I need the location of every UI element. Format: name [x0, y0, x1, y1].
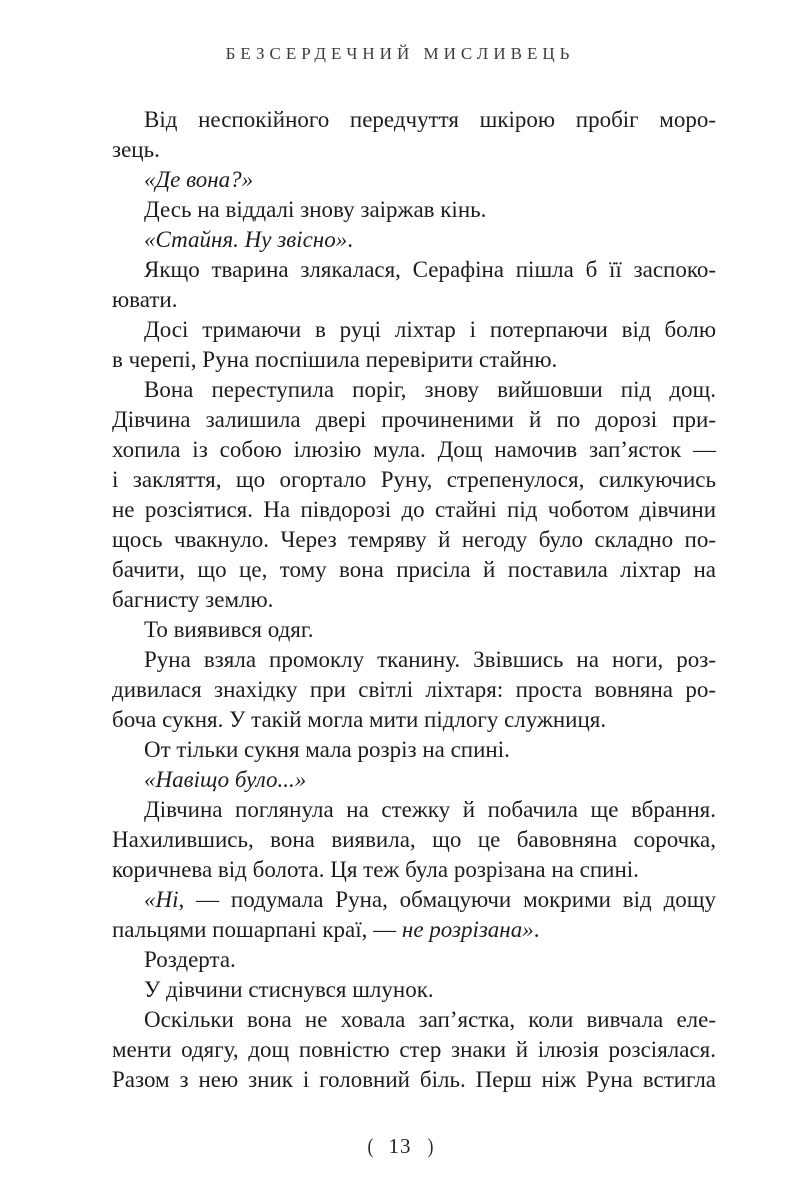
text-segment: багнисту землю. — [112, 587, 274, 612]
text-segment: Нахилившись, вона виявила, що це бавовняна сорочка, — [112, 827, 716, 852]
italic-text-segment: не розрізана» — [401, 917, 534, 942]
text-line — [112, 855, 716, 885]
text-segment: не розсіятися. На півдорозі до стайні під чоботом дівчини — [112, 497, 716, 522]
text-line — [112, 705, 716, 735]
text-segment: . — [347, 227, 353, 252]
text-segment: Десь на віддалі знову заіржав кінь. — [144, 197, 487, 222]
footer-left-paren: ( — [367, 1134, 373, 1158]
text-line — [112, 345, 716, 375]
text-segment: хопила із собою ілюзію мула. Дощ намочив зап’ясток — — [112, 437, 716, 462]
text-segment: Разом з нею зник і головний біль. Перш ніж Руна встигла — [112, 1067, 716, 1092]
text-line — [112, 105, 716, 135]
text-segment: , — подумала Руна, обмацуючи мокрими від дощу — [178, 887, 716, 912]
text-line — [112, 885, 716, 915]
text-line — [112, 195, 716, 225]
text-line — [112, 165, 716, 195]
text-line — [112, 945, 716, 975]
italic-text-segment: «Навіщо було...» — [144, 767, 307, 792]
text-line — [112, 1035, 716, 1065]
text-line — [112, 495, 716, 525]
italic-text-segment: «Стайня. Ну звісно» — [144, 227, 348, 252]
text-segment: зець. — [112, 137, 160, 162]
text-segment: в черепі, Руна поспішила перевірити стайню. — [112, 347, 558, 372]
text-line — [112, 975, 716, 1005]
text-segment: боча сукня. У такій могла мити підлогу служниця. — [112, 707, 607, 732]
text-line — [112, 435, 716, 465]
text-line — [112, 1005, 716, 1035]
text-segment: Від неспокійного передчуття шкірою пробіг моро- — [144, 107, 716, 132]
text-segment: То виявився одяг. — [144, 617, 314, 642]
text-line — [112, 615, 716, 645]
text-line — [112, 315, 716, 345]
running-head-title: БЕЗСЕРДЕЧНИЙ МИСЛИВЕЦЬ — [225, 44, 575, 63]
italic-text-segment: «Ні — [144, 887, 179, 912]
footer-right-paren: ) — [427, 1134, 433, 1158]
text-line — [112, 555, 716, 585]
text-line — [112, 765, 716, 795]
italic-text-segment: «Де вона?» — [144, 167, 254, 192]
text-line — [112, 795, 716, 825]
text-line — [112, 825, 716, 855]
text-line — [112, 225, 716, 255]
text-line — [112, 585, 716, 615]
text-segment: щось чвакнуло. Через темряву й негоду було складно по- — [112, 527, 716, 552]
text-line — [112, 135, 716, 165]
text-line — [112, 525, 716, 555]
text-segment: Дівчина поглянула на стежку й побачила ще вбрання. — [144, 797, 716, 822]
text-segment: ювати. — [112, 287, 178, 312]
text-segment: Дівчина залишила двері прочиненими й по дорозі при- — [112, 407, 716, 432]
text-segment: Руна взяла промоклу тканину. Звівшись на ноги, роз- — [144, 647, 716, 672]
text-line — [112, 285, 716, 315]
text-segment: Досі тримаючи в руці ліхтар і потерпаючи від болю — [144, 317, 716, 342]
text-segment: пальцями пошарпані краї, — — [112, 917, 402, 942]
text-line — [112, 675, 716, 705]
text-segment: Якщо тварина злякалася, Серафіна пішла б її заспоко- — [144, 257, 716, 282]
text-segment: менти одягу, дощ повністю стер знаки й ілюзія розсіялася. — [112, 1037, 716, 1062]
text-segment: У дівчини стиснувся шлунок. — [144, 977, 434, 1002]
text-segment: і закляття, що огортало Руну, стрепенулося, силкуючись — [112, 467, 716, 492]
text-segment: дивилася знахідку при світлі ліхтаря: проста вовняна ро- — [112, 677, 716, 702]
text-line — [112, 405, 716, 435]
page-footer — [0, 1134, 800, 1159]
text-segment: Роздерта. — [144, 947, 236, 972]
text-segment: коричнева від болота. Ця теж була розрізана на спині. — [112, 857, 639, 882]
text-line — [112, 1065, 716, 1095]
text-line — [112, 465, 716, 495]
text-segment: От тільки сукня мала розріз на спині. — [144, 737, 510, 762]
text-segment: Оскільки вона не ховала зап’ястка, коли вивчала еле- — [144, 1007, 716, 1032]
page-number: 13 — [388, 1134, 412, 1158]
text-segment: Вона переступила поріг, знову вийшовши під дощ. — [144, 377, 716, 402]
text-line — [112, 255, 716, 285]
text-line — [112, 375, 716, 405]
text-line — [112, 645, 716, 675]
text-segment: . — [533, 917, 540, 942]
text-segment: бачити, що це, тому вона присіла й поставила ліхтар на — [112, 557, 716, 582]
text-line — [112, 915, 716, 945]
text-block — [112, 105, 716, 1095]
text-line — [112, 735, 716, 765]
